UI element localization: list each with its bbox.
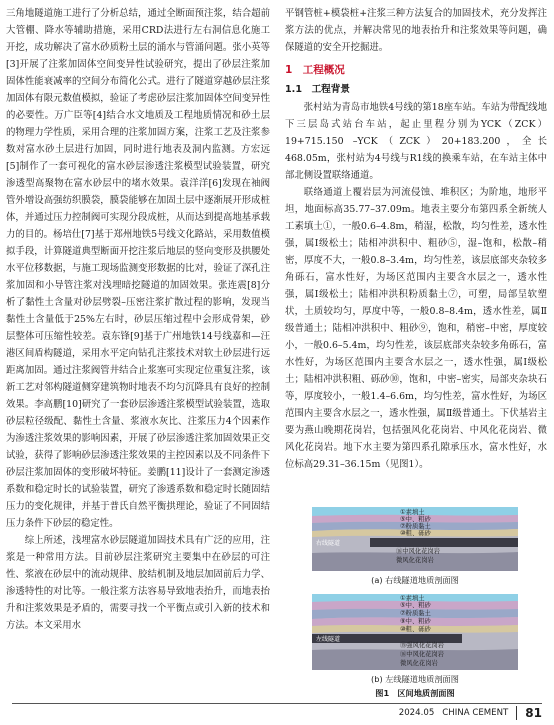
layer-label: ①素填土	[400, 509, 425, 516]
journal-name: CHINA CEMENT	[442, 708, 509, 718]
figure-caption-a: (a) 右线隧道地质剖面图	[371, 575, 459, 585]
footer-rule	[12, 703, 542, 704]
layer-label: ①素填土	[400, 595, 425, 602]
body-paragraph: 平钢管桩+模袋桩+注浆三种方法复合的加固技术，充分发挥注浆方法的优点，并解决常见的地表抬升和注浆效果等问题，确保隧道的安全开挖掘进。	[285, 8, 547, 53]
layer-label: ⑦粉质黏土	[400, 523, 431, 530]
geology-profile-b	[312, 594, 518, 670]
right-column	[285, 5, 547, 473]
layer-label: ⑯中风化花岗岩	[400, 651, 445, 658]
layer-label: ⑤中、粗砂	[400, 516, 431, 523]
tunnel-label: 左线隧道	[316, 636, 341, 643]
body-paragraph: 三角地隧道施工进行了分析总结，通过全断面预注浆，结合超前大管棚、降水等辅助措施，采用CRD法进行左右洞信息化施工开挖，成功解决了富水砂质粉土层的涌水与管涌问题。张小英等[3]开展了注浆加固体空间变异性试验研究，提出了砂层注浆加固体性能衰减率的空间分布简化公式。进行了隧道穿越砂层注浆加固体有限元数值模拟，验证了考虑砂层注浆加固体空间变异性的必要性。万广臣等[4]结合水文地质及工程地质情况和砂土层的物理力学性质，采用合理的注浆加固方案，注浆工艺及注浆参数对富水砂土层进行加固，同时进行地表及洞内监测。方宏远[5]制作了一套可视化的富水砂层渗透注浆模型试验装置，研究渗透型高聚物在富水砂层中的堵水效果。袁洋洋[6]发现在袖阀管外增设高强纺织膜袋，膜袋能够在加固土层中逐渐展开形成桩体，并通过压力控制阀可实现分段成桩，从而达到提高地基承载力的目的。杨培仕[7]基于郑州地铁5号线文化路站，采用数值模拟手段，计算隧道典型断面开挖注浆后地层的竖向变形及拱腰处水平位移数据，与施工现场监测变形数据的比对，验证了深孔注浆加固和小导管注浆对浅埋暗挖隧道的加固效果。张连震[8]分析了黏性土含量对砂层劈裂–压密注浆扩散过程的影响，发现当黏性土含量低于25%左右时，砂层压缩过程中会形成骨架，砂层整体可压缩性较差。袁东锋[9]基于广州地铁14号线嘉和—汪港区间盾构隧道，采用水平定向钻孔注浆技术对软土砂层进行远距离加固。通过注浆阀管井结合止浆塞可实现定位重复注浆，该新工艺对邻构隧道侧穿建筑物时地表不均匀沉降具有良好的控制效果。李高鹏[10]研究了一套砂层渗透注浆模型试验装置，选取砂层粒径级配、黏性土含量、浆液水灰比、注浆压力4个因素作为渗透注浆效果的影响因素，开展了砂层渗透注浆加固效果正交试验，获得了影响砂层渗透注浆效果的主控因素以及不同条件下砂层注浆加固体的变形破坏特征。姜鹏[11]设计了一套测定渗透系数和稳定时长的试验装置，研究了渗透系数和稳定时长随固结压力的变化规律，并基于普氏自然平衡拱理论，验证了不同固结压力条件下砂层的稳定性。	[6, 8, 270, 529]
layer-label: ⑩粗、砾砂	[400, 626, 431, 633]
figure-caption-b: (b) 左线隧道地质剖面图	[371, 674, 459, 684]
figure-panel-a	[312, 507, 518, 586]
body-paragraph: 张村站为青岛市地铁4号线的第18座车站。车站为带配线地下三层岛式站台车站，起止里程分别为YCK（ZCK）19+715.150 –YCK（ZCK）20+183.200，全长468.05m，张村站为4号线与R1线的换乘车站，在车站主体中部北侧设置联络通道。	[285, 102, 547, 181]
issue-date: 2024.05	[398, 708, 435, 718]
subsection-heading: 1.1 工程背景	[285, 84, 350, 95]
footer-info	[399, 706, 542, 720]
section-heading: 1 工程概况	[285, 64, 345, 76]
figure-title: 图1 区间地质剖面图	[375, 688, 455, 698]
page-number: 81	[525, 706, 542, 720]
layer-label: ⑨中、粗砂	[400, 618, 431, 625]
tunnel-label: 右线隧道	[316, 540, 341, 547]
page-footer	[0, 703, 554, 725]
left-column	[6, 5, 270, 634]
layer-label: ⑤中、粗砂	[400, 602, 431, 609]
layer-label: ⑩粗、砾砂	[400, 530, 431, 537]
body-paragraph: 联络通道上覆岩层为河流侵蚀、堆积区；为阶地，地形平坦，地面标高35.77–37.09m。地表主要分布第四系全新统人工素填土①，一般0.6–4.8m，稍湿，松散，均匀性差，透水性强，属Ⅰ级松土；陆相冲洪积中、粗砂⑤，湿–饱和，松散–稍密，厚度不大，一般0.8–3.4m，均匀性差，该层底部夹杂较多角砾石，富水性好，为场区范围内主要含水层之一，透水性强，属Ⅰ级松土；陆相冲洪积粉质黏土⑦，可塑，局部呈软塑状，土质较均匀，厚度中等，一般0.8–8.4m，透水性差，属Ⅱ级普通土；陆相冲洪积中、粗砂⑨，饱和，稍密–中密，厚度较小，一般0.6–5.4m，均匀性差，该层底部夹杂较多角砾石，富水性好，为场区范围内主要含水层之一，透水性强，属Ⅰ级松土；陆相冲洪积粗、砾砂⑩，饱和，中密–密实，局部夹杂块石等，厚度较小，一般1.4–6.6m，均匀性差，富水性好，为场区范围内主要含水层之一，透水性强，属Ⅱ级普通土。下伏基岩主要为燕山晚期花岗岩，包括强风化花岗岩、中风化花岗岩、微风化花岗岩。地下水主要为第四系孔隙承压水，富水性好，水位标高29.31–36.15m（见图1）。	[285, 187, 547, 470]
body-paragraph: 综上所述，浅埋富水砂层隧道加固技术具有广泛的应用，注浆是一种常用方法。目前砂层注浆研究主要集中在砂层的可注性、浆液在砂层中的流动规律、胶结机制及地层加固前后力学、渗透特性的对比等。一般注浆方法容易导致地表抬升，而地表抬升和注浆效果是矛盾的，需要寻找一个平衡点或引入新的技术和方法。本文采用水	[6, 535, 270, 631]
layer-label: ⑮强风化花岗岩	[400, 642, 445, 649]
layer-label: 微风化花岗岩	[396, 557, 434, 564]
footer-divider	[516, 706, 517, 720]
geology-profile-a	[312, 507, 518, 571]
layer-label: 微风化花岗岩	[400, 660, 438, 667]
layer-label: ⑦粉质黏土	[400, 610, 431, 617]
figure-panel-b	[312, 594, 518, 699]
layer-label: ⑯中风化花岗岩	[396, 548, 441, 555]
